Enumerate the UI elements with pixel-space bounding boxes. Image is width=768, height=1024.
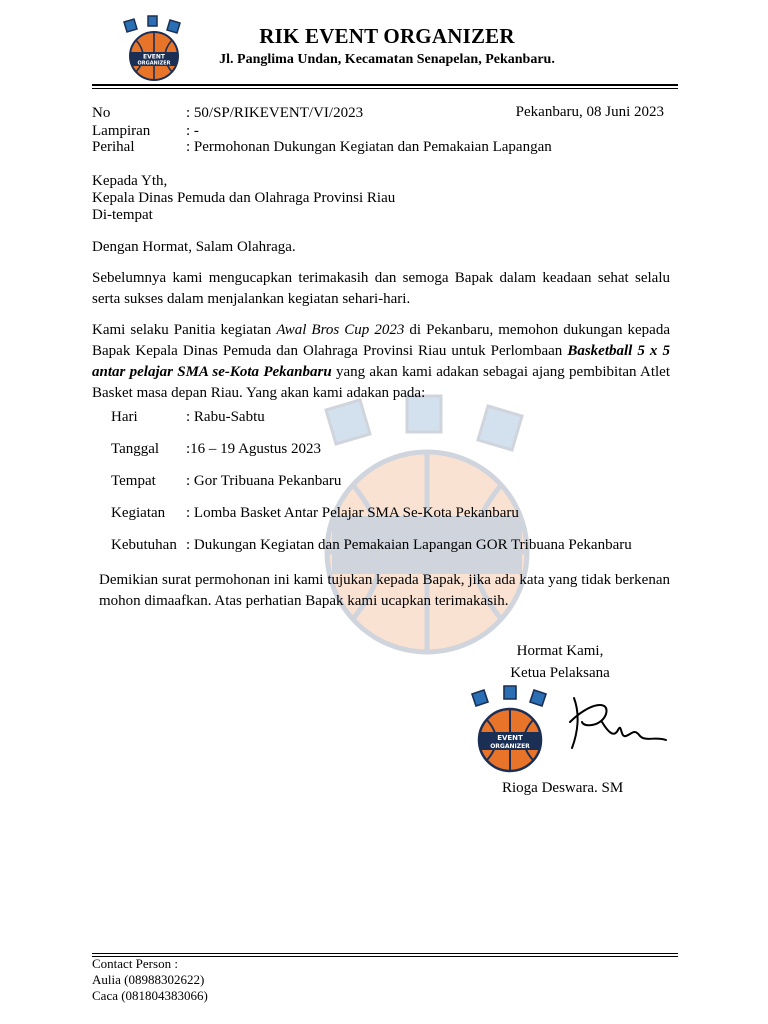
company-name: RIK EVENT ORGANIZER xyxy=(259,24,515,48)
handwritten-signature xyxy=(560,692,670,752)
detail-label: Tanggal xyxy=(111,441,160,457)
detail-value: :16 – 19 Agustus 2023 xyxy=(186,441,322,457)
paragraph-2-part-c: yang akan kami adakan sebagai ajang pembibitan Atlet Basket masa depan Riau. Yang akan kami adakan pada: xyxy=(92,364,670,401)
detail-value: : Gor Tribuana Pekanbaru xyxy=(186,473,342,489)
signer-name-text: Rioga Deswara. SM xyxy=(502,780,624,796)
footer-divider xyxy=(92,953,678,954)
paragraph-2-part-b: di Pekanbaru, memohon dukungan kepada Bapak Kepala Dinas Pemuda dan Olahraga Provinsi Riau untuk Perlombaan xyxy=(92,322,670,359)
basketball-stamp-icon xyxy=(464,684,556,774)
header-divider-thin xyxy=(92,88,678,89)
logo-text-bottom: ORGANIZER xyxy=(137,60,171,67)
header-divider xyxy=(92,84,678,86)
detail-label: Hari xyxy=(111,409,138,425)
closing-line-2: Ketua Pelaksana xyxy=(510,665,610,681)
footer-contact-1: Aulia (08988302622) xyxy=(92,972,205,987)
recipient-line-1: Kepada Yth, xyxy=(92,173,168,189)
paragraph-3: Demikian surat permohonan ini kami tujukan kepada Bapak, jika ada kata yang tidak berkenan mohon dimaafkan. Atas perhatian Bapak kami ucapkan terimakasih. xyxy=(99,572,670,609)
greeting: Dengan Hormat, Salam Olahraga. xyxy=(92,239,296,255)
detail-value: : Lomba Basket Antar Pelajar SMA Se-Kota Pekanbaru xyxy=(186,505,519,521)
stamp-text-bottom: ORGANIZER xyxy=(490,743,530,750)
basketball-watermark-icon xyxy=(292,392,562,660)
meta-perihal-label: Perihal xyxy=(92,139,135,155)
closing-block xyxy=(460,640,660,684)
paragraph-1: Sebelumnya kami mengucapkan terimakasih dan semoga Bapak dalam keadaan sehat selalu serta sukses dalam menjalankan kegiatan sehari-hari. xyxy=(92,270,670,307)
closing-line-1: Hormat Kami, xyxy=(516,643,604,659)
detail-value: : Dukungan Kegiatan dan Pemakaian Lapangan GOR Tribuana Pekanbaru xyxy=(186,537,632,553)
detail-label: Kegiatan xyxy=(111,505,166,521)
place-date: Pekanbaru, 08 Juni 2023 xyxy=(515,104,664,120)
footer-contact-2: Caca (081804383066) xyxy=(92,988,208,1003)
paragraph-2 xyxy=(92,320,670,404)
detail-value: : Rabu-Sabtu xyxy=(186,409,265,425)
recipient-line-3: Di-tempat xyxy=(92,207,153,223)
paragraph-2-part-a: Kami selaku Panitia kegiatan xyxy=(92,322,277,338)
meta-lampiran-value: : - xyxy=(186,123,199,139)
meta-perihal-value: : Permohonan Dukungan Kegiatan dan Pemakaian Lapangan xyxy=(186,139,552,155)
company-address: Jl. Panglima Undan, Kecamatan Senapelan, Pekanbaru. xyxy=(219,52,555,67)
recipient-line-2: Kepala Dinas Pemuda dan Olahraga Provinsi Riau xyxy=(92,190,396,206)
detail-label: Kebutuhan xyxy=(111,537,177,553)
footer-contact xyxy=(92,956,208,1004)
meta-lampiran-label: Lampiran xyxy=(92,123,151,139)
meta-no-label: No xyxy=(92,105,111,121)
stamp-text-top: EVENT xyxy=(497,734,523,742)
event-name: Awal Bros Cup 2023 xyxy=(276,322,405,338)
detail-label: Tempat xyxy=(111,473,156,489)
footer-title: Contact Person : xyxy=(92,956,178,971)
logo-text-top: EVENT xyxy=(143,53,165,61)
meta-no-value: : 50/SP/RIKEVENT/VI/2023 xyxy=(186,105,364,121)
competition-name: Basketball 5 x 5 antar pelajar SMA se-Kota Pekanbaru xyxy=(92,343,670,380)
